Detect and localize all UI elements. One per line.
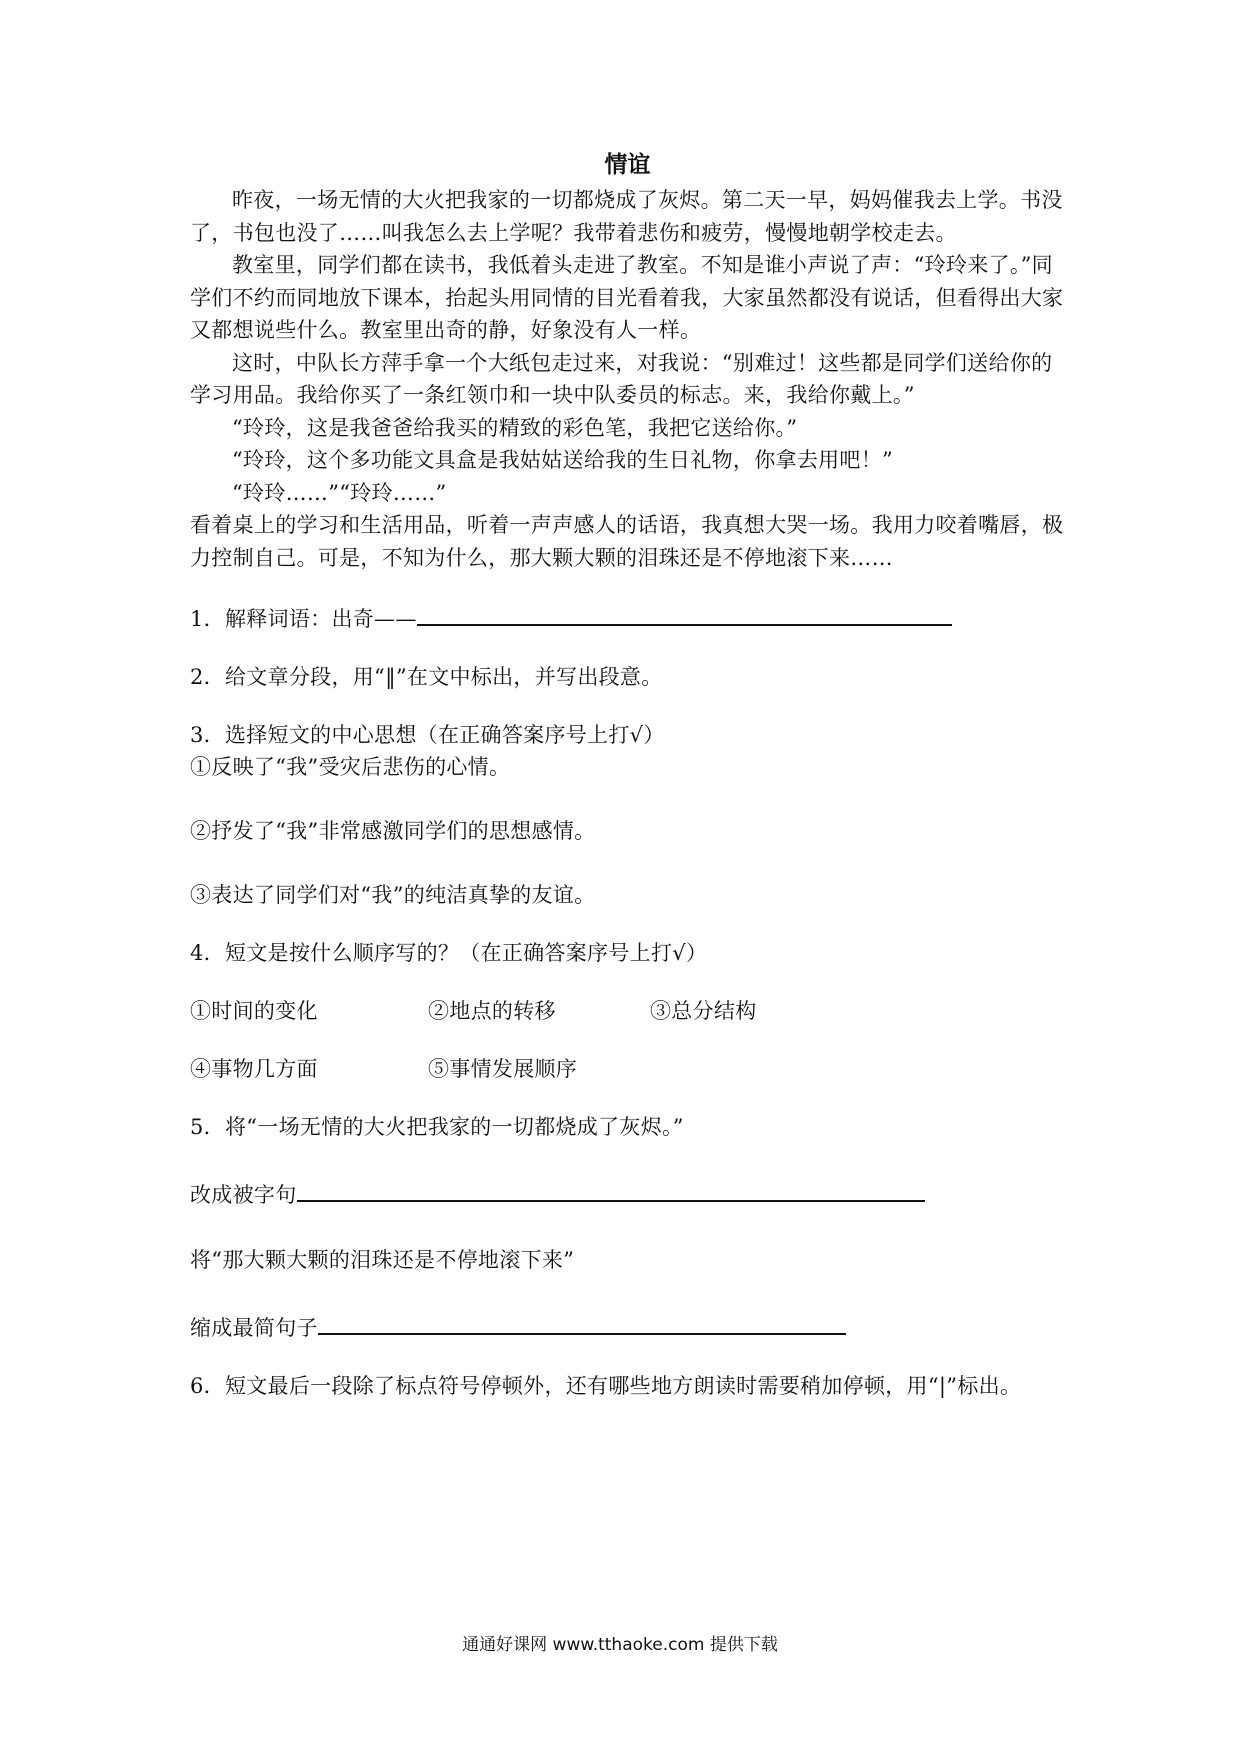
question-1 bbox=[190, 600, 1065, 635]
question-5-part-c-label: 缩成最简句子 bbox=[190, 1316, 318, 1340]
question-2: 2．给文章分段，用“‖”在文中标出，并写出段意。 bbox=[190, 665, 663, 689]
question-3-option-1[interactable]: ①反映了“我”受灾后悲伤的心情。 bbox=[190, 755, 511, 779]
question-5-part-a-answer-line[interactable] bbox=[297, 1176, 925, 1202]
page-title: 情谊 bbox=[604, 152, 651, 178]
passage-paragraph-6: “玲玲……”“玲玲……” bbox=[232, 480, 447, 505]
question-4-option-3[interactable]: ③总分结构 bbox=[650, 999, 757, 1023]
question-4-options-row-1 bbox=[190, 995, 1065, 1027]
question-5-part-a bbox=[190, 1176, 1065, 1211]
page-footer: 通通好课网 www.tthaoke.com 提供下载 bbox=[462, 1635, 778, 1655]
passage-paragraph-7: 看着桌上的学习和生活用品，听着一声声感人的话语，我真想大哭一场。我用力咬着嘴唇，极力控制自己。可是，不知为什么，那大颗大颗的泪珠还是不停地滚下来…… bbox=[190, 513, 1064, 570]
question-1-text: 1．解释词语：出奇—— bbox=[190, 607, 417, 631]
question-1-answer-line[interactable] bbox=[417, 600, 952, 626]
question-3-option-2[interactable]: ②抒发了“我”非常感激同学们的思想感情。 bbox=[190, 819, 596, 843]
question-5-part-c-answer-line[interactable] bbox=[318, 1309, 846, 1335]
passage-paragraph-4: “玲玲，这是我爸爸给我买的精致的彩色笔，我把它送给你。” bbox=[232, 415, 798, 440]
question-5: 5．将“一场无情的大火把我家的一切都烧成了灰烬。” bbox=[190, 1115, 684, 1139]
question-4-option-2[interactable]: ②地点的转移 bbox=[428, 999, 556, 1023]
question-4-option-5[interactable]: ⑤事情发展顺序 bbox=[428, 1057, 578, 1081]
passage-paragraph-1: 昨夜，一场无情的大火把我家的一切都烧成了灰烬。第二天一早，妈妈催我去上学。书没了，书包也没了……叫我怎么去上学呢？我带着悲伤和疲劳，慢慢地朝学校走去。 bbox=[190, 188, 1063, 245]
question-5-part-a-label: 改成被字句 bbox=[190, 1183, 297, 1207]
question-4: 4．短文是按什么顺序写的？（在正确答案序号上打√） bbox=[190, 941, 708, 965]
question-3-option-3[interactable]: ③表达了同学们对“我”的纯洁真挚的友谊。 bbox=[190, 883, 596, 907]
question-4-option-4[interactable]: ④事物几方面 bbox=[190, 1057, 318, 1081]
question-5-part-b: 将“那大颗大颗的泪珠还是不停地滚下来” bbox=[190, 1248, 575, 1272]
passage-paragraph-3: 这时，中队长方萍手拿一个大纸包走过来，对我说：“别难过！这些都是同学们送给你的学习用品。我给你买了一条红领巾和一块中队委员的标志。来，我给你戴上。” bbox=[190, 350, 1053, 407]
question-6: 6．短文最后一段除了标点符号停顿外，还有哪些地方朗读时需要稍加停顿，用“|”标出。 bbox=[190, 1374, 1022, 1398]
question-3: 3．选择短文的中心思想（在正确答案序号上打√） bbox=[190, 723, 665, 747]
passage-paragraph-5: “玲玲，这个多功能文具盒是我姑姑送给我的生日礼物，你拿去用吧！” bbox=[232, 448, 894, 472]
question-5-part-c bbox=[190, 1309, 1065, 1344]
question-4-options-row-2 bbox=[190, 1053, 1065, 1085]
passage-paragraph-2: 教室里，同学们都在读书，我低着头走进了教室。不知是谁小声说了声：“玲玲来了。”同学们不约而同地放下课本，抬起头用同情的目光看着我，大家虽然都没有说话，但看得出大家又都想说些什么。教室里出奇的静，好象没有人一样。 bbox=[190, 253, 1064, 342]
question-4-option-1[interactable]: ①时间的变化 bbox=[190, 999, 318, 1023]
worksheet-content bbox=[190, 148, 1065, 1402]
